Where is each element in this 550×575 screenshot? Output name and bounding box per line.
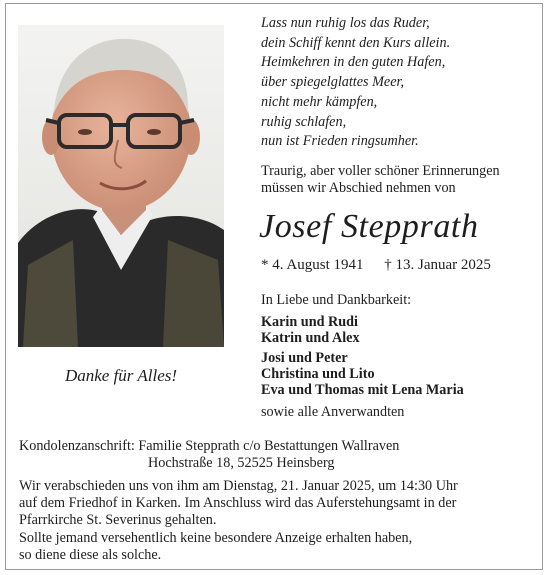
poem-line: nun ist Frieden ringsumher. [261,133,419,150]
deceased-name: Josef Stepprath [259,208,479,245]
family-member: Karin und Rudi [261,314,358,330]
life-dates [261,257,491,274]
poem-line: nicht mehr kämpfen, [261,93,378,110]
note-line: Sollte jemand versehentlich keine besondere Anzeige erhalten haben, [19,530,413,546]
family-member: Eva und Thomas mit Lena Maria [261,382,464,398]
funeral-info [19,478,534,529]
poem-line: Lass nun ruhig los das Ruder, [261,15,430,31]
funeral-line: Wir verabschieden uns von ihm am Dienstag, 21. Januar 2025, um 14:30 Uhr [19,478,458,494]
closing-note [19,530,534,564]
poem-line: dein Schiff kennt den Kurs allein. [261,34,451,51]
poem-line: Heimkehren in den guten Hafen, [261,54,446,71]
condolence-line-2: Hochstraße 18, 52525 Heinsberg [148,455,335,471]
death-date: † 13. Januar 2025 [384,257,491,273]
family-group-2 [261,350,464,398]
family-member: Katrin und Alex [261,330,360,346]
note-line: so diene diese als solche. [19,547,162,563]
intro-line: Traurig, aber voller schöner Erinnerungen [261,163,500,179]
condolence-line-1: Kondolenzanschrift: Familie Stepprath c/o Bestattungen Wallraven [19,438,400,454]
portrait-photo [18,25,224,347]
birth-date: * 4. August 1941 [261,257,364,273]
poem [261,14,541,152]
funeral-line: Pfarrkirche St. Severinus gehalten. [19,512,217,528]
love-line: In Liebe und Dankbarkeit: [261,292,412,308]
family-member: Christina und Lito [261,366,375,382]
relatives-line: sowie alle Anverwandten [261,404,405,420]
family-group-1 [261,314,360,346]
thanks-caption: Danke für Alles! [64,366,178,385]
funeral-line: auf dem Friedhof in Karken. Im Anschluss wird das Auferstehungsamt in der [19,495,457,511]
family-member: Josi und Peter [261,350,348,366]
poem-line: ruhig schlafen, [261,113,347,130]
intro-line: müssen wir Abschied nehmen von [261,179,456,196]
poem-line: über spiegelglattes Meer, [261,74,405,91]
intro-text [261,163,541,196]
condolence-address [19,438,399,472]
